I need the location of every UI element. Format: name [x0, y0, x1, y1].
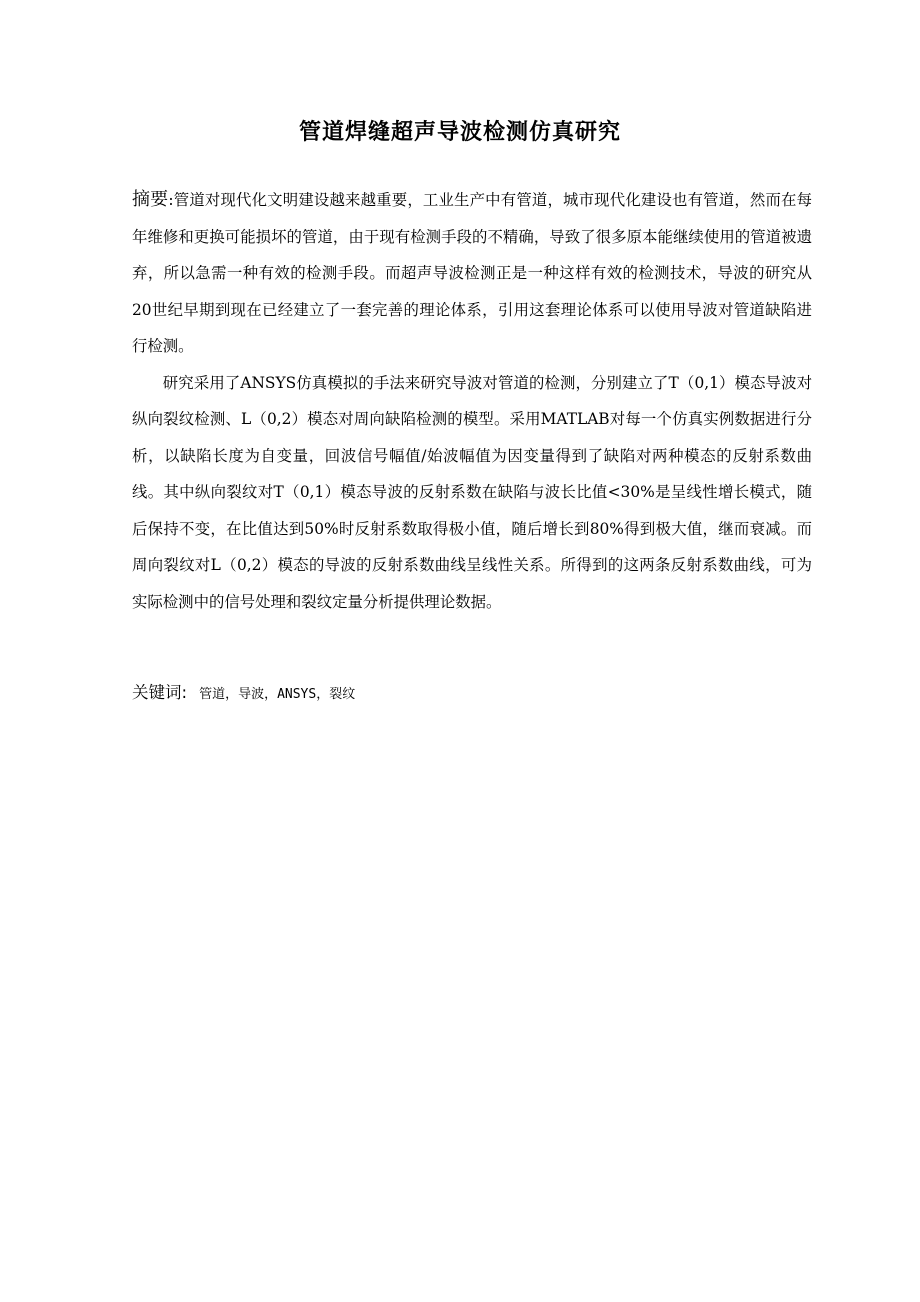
- abstract-section: [132, 182, 812, 620]
- document-title: 管道焊缝超声导波检测仿真研究: [298, 120, 621, 145]
- keywords-values: 管道，导波，ANSYS，裂纹: [199, 687, 356, 702]
- abstract-label-colon: :: [168, 191, 174, 209]
- abstract-paragraph-1: [132, 182, 812, 365]
- abstract-paragraph-2: 研究采用了ANSYS仿真模拟的手法来研究导波对管道的检测，分别建立了T（0,1）模态导波对纵向裂纹检测、L（0,2）模态对周向缺陷检测的模型。采用MATLAB对每一个仿真实例数据进行分析，以缺陷长度为自变量，回波信号幅值/始波幅值为因变量得到了缺陷对两种模态的反射系数曲线。其中纵向裂纹对T（0,1）模态导波的反射系数在缺陷与波长比值<30%是呈线性增长模式，随后保持不变，在比值达到50%时反射系数取得极小值，随后增长到80%得到极大值，继而衰减。而周向裂纹对L（0,2）模态的导波的反射系数曲线呈线性关系。所得到的这两条反射系数曲线，可为实际检测中的信号处理和裂纹定量分析提供理论数据。: [132, 373, 812, 611]
- keywords-label: 关键词:: [132, 683, 188, 702]
- abstract-label: 摘要: [132, 189, 169, 210]
- keywords-line: [132, 678, 812, 710]
- abstract-paragraph-1-text: 管道对现代化文明建设越来越重要，工业生产中有管道，城市现代化建设也有管道，然而在每年维修和更换可能损坏的管道，由于现有检测手段的不精确，导致了很多原本能继续使用的管道被遗弃，所以急需一种有效的检测手段。而超声导波检测正是一种这样有效的检测技术，导波的研究从20世纪早期到现在已经建立了一套完善的理论体系，引用这套理论体系可以使用导波对管道缺陷进行检测。: [132, 191, 812, 355]
